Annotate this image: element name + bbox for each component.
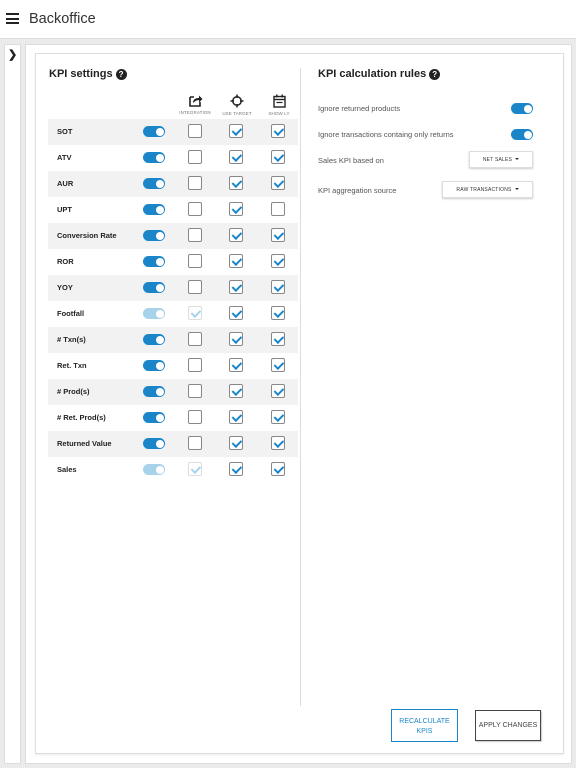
kpi-enabled-toggle (143, 464, 165, 475)
use-target-checkbox[interactable] (229, 332, 243, 346)
kpi-row (48, 327, 298, 353)
kpi-enabled-toggle[interactable] (143, 126, 165, 137)
integration-checkbox[interactable] (188, 254, 202, 268)
kpi-row (48, 145, 298, 171)
kpi-name: AUR (57, 179, 74, 188)
kpi-row (48, 197, 298, 223)
chevron-right-icon[interactable]: ❯ (8, 49, 18, 61)
caret-down-icon (515, 188, 519, 190)
show-ly-checkbox[interactable] (271, 124, 285, 138)
rule-ignore-returns-only (318, 125, 533, 147)
kpi-row (48, 379, 298, 405)
show-ly-checkbox[interactable] (271, 228, 285, 242)
apply-changes-button[interactable]: APPLY CHANGES (475, 710, 541, 741)
use-target-checkbox[interactable] (229, 410, 243, 424)
integration-checkbox (188, 462, 202, 476)
show-ly-checkbox[interactable] (271, 462, 285, 476)
show-ly-checkbox[interactable] (271, 332, 285, 346)
show-ly-checkbox[interactable] (271, 254, 285, 268)
crosshair-icon (230, 94, 244, 108)
kpi-row (48, 275, 298, 301)
hamburger-menu-icon[interactable] (6, 13, 19, 24)
kpi-row (48, 405, 298, 431)
show-ly-checkbox[interactable] (271, 384, 285, 398)
show-ly-checkbox[interactable] (271, 306, 285, 320)
kpi-name: Footfall (57, 309, 85, 318)
kpi-settings-title: KPI settings (49, 68, 113, 80)
kpi-name: Returned Value (57, 439, 112, 448)
kpi-enabled-toggle[interactable] (143, 178, 165, 189)
help-icon[interactable]: ? (429, 69, 440, 80)
kpi-enabled-toggle[interactable] (143, 334, 165, 345)
calendar-icon (273, 94, 286, 108)
integration-checkbox (188, 306, 202, 320)
sales-basis-value: NET SALES (482, 157, 513, 163)
show-ly-checkbox[interactable] (271, 410, 285, 424)
kpi-row (48, 457, 298, 483)
kpi-row (48, 353, 298, 379)
kpi-name: ROR (57, 257, 74, 266)
help-icon[interactable]: ? (116, 69, 127, 80)
column-label-integration: INTEGRATION (179, 110, 211, 115)
kpi-name: Sales (57, 465, 77, 474)
show-ly-checkbox[interactable] (271, 202, 285, 216)
use-target-checkbox[interactable] (229, 462, 243, 476)
kpi-enabled-toggle[interactable] (143, 152, 165, 163)
rule-label-ignore-returned: Ignore returned products (318, 104, 401, 113)
settings-card (35, 53, 564, 754)
kpi-name: Ret. Txn (57, 361, 87, 370)
show-ly-checkbox[interactable] (271, 150, 285, 164)
aggregation-dropdown[interactable] (442, 181, 533, 198)
recalculate-label-line2: KPIS (416, 728, 433, 735)
integration-checkbox[interactable] (188, 358, 202, 372)
kpi-enabled-toggle[interactable] (143, 230, 165, 241)
main-panel (25, 44, 572, 764)
use-target-checkbox[interactable] (229, 358, 243, 372)
top-bar (0, 0, 576, 39)
integration-checkbox[interactable] (188, 176, 202, 190)
kpi-name: SOT (57, 127, 73, 136)
kpi-enabled-toggle[interactable] (143, 438, 165, 449)
integration-checkbox[interactable] (188, 202, 202, 216)
kpi-name: YOY (57, 283, 73, 292)
rule-aggregation (318, 181, 533, 203)
kpi-settings-heading (49, 68, 127, 80)
kpi-enabled-toggle (143, 308, 165, 319)
kpi-enabled-toggle[interactable] (143, 360, 165, 371)
kpi-rules-title: KPI calculation rules (318, 68, 427, 80)
kpi-name: # Txn(s) (57, 335, 86, 344)
kpi-name: # Ret. Prod(s) (57, 413, 106, 422)
show-ly-checkbox[interactable] (271, 280, 285, 294)
aggregation-value: RAW TRANSACTIONS (456, 187, 512, 193)
use-target-checkbox[interactable] (229, 228, 243, 242)
ignore-returns-only-toggle[interactable] (511, 129, 533, 140)
app-title: Backoffice (29, 11, 96, 27)
use-target-checkbox[interactable] (229, 436, 243, 450)
use-target-checkbox[interactable] (229, 202, 243, 216)
show-ly-checkbox[interactable] (271, 436, 285, 450)
kpi-enabled-toggle[interactable] (143, 386, 165, 397)
column-show-ly (256, 94, 302, 116)
kpi-enabled-toggle[interactable] (143, 282, 165, 293)
use-target-checkbox[interactable] (229, 176, 243, 190)
integration-checkbox[interactable] (188, 410, 202, 424)
column-label-use-target: USE TARGET (222, 111, 252, 116)
kpi-enabled-toggle[interactable] (143, 256, 165, 267)
integration-checkbox[interactable] (188, 280, 202, 294)
integration-checkbox[interactable] (188, 228, 202, 242)
rule-ignore-returned (318, 99, 533, 121)
integration-checkbox[interactable] (188, 384, 202, 398)
sidebar (4, 44, 21, 764)
rule-label-aggregation: KPI aggregation source (318, 186, 397, 195)
kpi-enabled-toggle[interactable] (143, 204, 165, 215)
column-integration (172, 94, 218, 115)
section-divider (300, 68, 301, 706)
kpi-row (48, 301, 298, 327)
use-target-checkbox[interactable] (229, 254, 243, 268)
column-use-target (214, 94, 260, 116)
column-label-show-ly: SHOW LY (268, 111, 290, 116)
kpi-rules-heading (318, 68, 440, 80)
integration-checkbox[interactable] (188, 150, 202, 164)
integration-checkbox[interactable] (188, 124, 202, 138)
use-target-checkbox[interactable] (229, 280, 243, 294)
kpi-row (48, 223, 298, 249)
kpi-row (48, 249, 298, 275)
use-target-checkbox[interactable] (229, 306, 243, 320)
rule-label-ignore-returns-only: Ignore transactions containg only returns (318, 130, 454, 139)
rule-label-sales-basis: Sales KPI based on (318, 156, 384, 165)
kpi-row (48, 119, 298, 145)
use-target-checkbox[interactable] (229, 384, 243, 398)
share-icon (188, 94, 203, 107)
kpi-name: Conversion Rate (57, 231, 117, 240)
recalculate-kpis-button[interactable] (391, 709, 458, 742)
kpi-row (48, 171, 298, 197)
rule-sales-basis (318, 151, 533, 173)
recalculate-label-line1: RECALCULATE (399, 718, 450, 725)
kpi-name: ATV (57, 153, 72, 162)
ignore-returned-toggle[interactable] (511, 103, 533, 114)
integration-checkbox[interactable] (188, 332, 202, 346)
show-ly-checkbox[interactable] (271, 176, 285, 190)
caret-down-icon (515, 158, 519, 160)
sales-basis-dropdown[interactable] (469, 151, 533, 168)
use-target-checkbox[interactable] (229, 150, 243, 164)
kpi-name: # Prod(s) (57, 387, 90, 396)
kpi-name: UPT (57, 205, 72, 214)
show-ly-checkbox[interactable] (271, 358, 285, 372)
use-target-checkbox[interactable] (229, 124, 243, 138)
kpi-row (48, 431, 298, 457)
integration-checkbox[interactable] (188, 436, 202, 450)
kpi-enabled-toggle[interactable] (143, 412, 165, 423)
